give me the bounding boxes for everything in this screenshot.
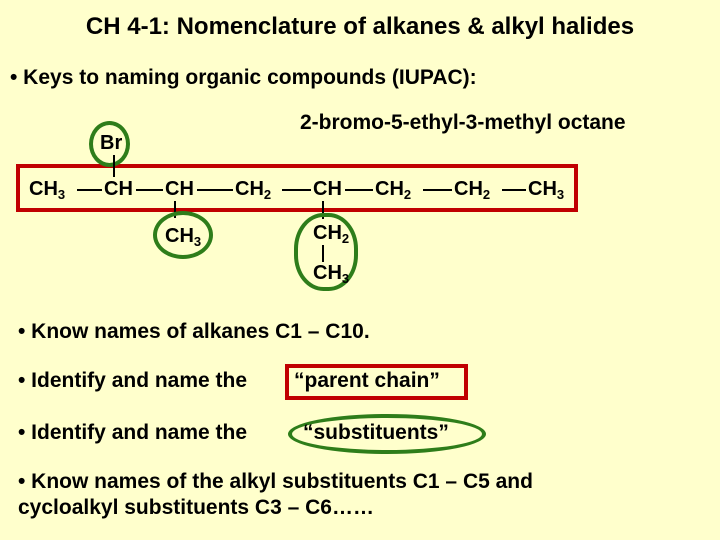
iupac-name: 2-bromo-5-ethyl-3-methyl octane xyxy=(300,111,626,134)
chain-atom-5: CH xyxy=(313,178,342,200)
bond xyxy=(345,189,373,191)
bullet-know-alkanes: • Know names of alkanes C1 – C10. xyxy=(18,320,370,343)
bond xyxy=(136,189,163,191)
parent-chain-highlight xyxy=(16,164,578,212)
bond xyxy=(282,189,311,191)
chain-atom-3: CH xyxy=(165,178,194,200)
alkyl-line-1: • Know names of the alkyl substituents C1 – C5 and xyxy=(18,470,533,493)
bullet-identify-parent xyxy=(18,369,247,393)
parent-chain-term: “parent chain” xyxy=(294,369,440,392)
chain-atom-6: $CH_2$ xyxy=(375,178,412,202)
bromo-atom: Br xyxy=(100,132,123,154)
bond xyxy=(77,189,102,191)
methyl-group: $CH_3$ xyxy=(165,225,202,249)
alkyl-line-2: cycloalkyl substituents C3 – C6…… xyxy=(18,496,374,519)
ethyl-ch3: $CH_3$ xyxy=(313,262,350,286)
bullet-alkyl-substituents xyxy=(18,469,533,521)
bond xyxy=(197,189,233,191)
bond xyxy=(113,155,115,177)
slide-title: CH 4-1: Nomenclature of alkanes & alkyl halides xyxy=(85,13,635,40)
chain-atom-8: $CH_3$ xyxy=(528,178,565,202)
chain-atom-7: $CH_2$ xyxy=(454,178,491,202)
substituents-term: “substituents” xyxy=(303,421,449,444)
chain-atom-2: CH xyxy=(104,178,133,200)
identify-label: • Identify and name the xyxy=(18,369,248,392)
chain-atom-4: $CH_2$ xyxy=(235,178,272,202)
chain-atom-1: $CH_3$ xyxy=(29,178,66,202)
bullet-identify-substituents xyxy=(18,421,247,445)
bond xyxy=(502,189,526,191)
bond xyxy=(423,189,452,191)
identify-label: • Identify and name the xyxy=(18,421,248,444)
ethyl-ch2: $CH_2$ xyxy=(313,222,350,246)
bullet-keys: • Keys to naming organic compounds (IUPAC): xyxy=(10,66,477,89)
bond xyxy=(322,245,324,262)
